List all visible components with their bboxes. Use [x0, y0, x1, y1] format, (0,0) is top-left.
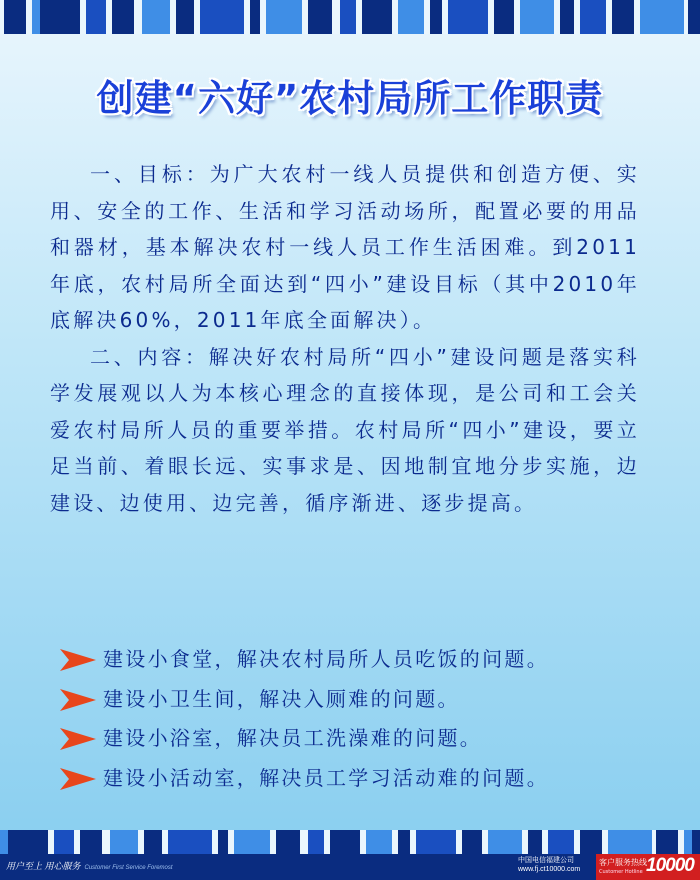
stripe-block: [448, 0, 488, 34]
stripe-block: [112, 0, 134, 34]
stripe-block: [4, 0, 26, 34]
stripe-block: [398, 0, 424, 34]
stripe-block: [276, 830, 300, 854]
stripe-block: [494, 0, 514, 34]
stripe-block: [488, 830, 522, 854]
stripe-block: [144, 830, 162, 854]
content-paragraph: 二、内容：解决好农村局所“四小”建设问题是落实科学发展观以人为本核心理念的直接体现，是公司和工会关爱农村局所人员的重要举措。农村局所“四小”建设，要立足当前、着眼长远、实事求是、因地制宜地分步实施，边建设、边使用、边完善，循序渐进、逐步提高。: [50, 344, 640, 515]
stripe-block: [300, 830, 308, 854]
stripe-block: [366, 830, 392, 854]
bottom-stripe-band: [0, 830, 700, 854]
footer-slogan: [6, 859, 173, 872]
list-item: [60, 719, 660, 759]
body-text: [50, 156, 640, 521]
hotline-number: 10000: [646, 855, 694, 876]
stripe-block: [398, 830, 410, 854]
stripe-block: [168, 830, 212, 854]
stripe-block: [80, 830, 102, 854]
stripe-block: [266, 0, 302, 34]
stripe-block: [54, 830, 74, 854]
stripe-block: [110, 830, 138, 854]
stripe-block: [234, 830, 270, 854]
stripe-block: [308, 0, 332, 34]
stripe-block: [462, 830, 482, 854]
stripe-block: [134, 0, 142, 34]
stripe-block: [656, 830, 678, 854]
slogan-english: Customer First Service Foremost: [84, 865, 173, 871]
stripe-block: [102, 830, 110, 854]
list-item: [60, 759, 660, 799]
hotline-badge: [596, 854, 700, 880]
arrow-right-icon: [60, 728, 96, 750]
stripe-block: [580, 830, 602, 854]
stripe-block: [200, 0, 244, 34]
stripe-block: [332, 0, 340, 34]
hotline-english: Customer Hotline: [599, 869, 643, 875]
stripe-block: [308, 830, 324, 854]
stripe-block: [612, 0, 634, 34]
stripe-block: [640, 0, 684, 34]
stripe-block: [176, 0, 194, 34]
stripe-block: [608, 830, 652, 854]
goal-paragraph: 一、目标：为广大农村一线人员提供和创造方便、实用、安全的工作、生活和学习活动场所，配置必要的用品和器材，基本解决农村一线人员工作生活困难。到2011年底，农村局所全面达到“四小”建设目标（其中2010年底解决60%，2011年底全面解决）。: [50, 162, 640, 332]
company-website: www.fj.ct10000.com: [518, 866, 581, 873]
page-title: 创建“六好”农村局所工作职责: [96, 77, 604, 120]
list-item: [60, 680, 660, 720]
stripe-block: [250, 0, 260, 34]
stripe-block: [692, 830, 700, 854]
bullet-text: 建设小食堂，解决农村局所人员吃饭的问题。: [103, 647, 549, 671]
arrow-right-icon: [60, 689, 96, 711]
stripe-block: [0, 830, 8, 854]
arrow-right-icon: [60, 768, 96, 790]
stripe-block: [86, 0, 106, 34]
stripe-block: [32, 0, 40, 34]
slogan-text: 用户至上 用心服务: [6, 861, 81, 871]
hotline-label: 客户服务热线: [599, 858, 647, 867]
stripe-block: [688, 0, 700, 34]
company-name: 中国电信福建公司: [518, 857, 574, 864]
top-stripe-band: [0, 0, 700, 34]
arrow-right-icon: [60, 649, 96, 671]
stripe-block: [528, 830, 542, 854]
stripe-block: [142, 0, 170, 34]
company-info: [518, 856, 580, 874]
stripe-block: [40, 0, 80, 34]
stripe-block: [330, 830, 360, 854]
stripe-block: [684, 830, 692, 854]
stripe-block: [8, 830, 48, 854]
stripe-block: [416, 830, 456, 854]
footer-bar: [0, 854, 700, 880]
stripe-block: [560, 0, 574, 34]
bullet-list: [60, 640, 660, 798]
bullet-text: 建设小活动室，解决员工学习活动难的问题。: [103, 765, 549, 790]
stripe-block: [580, 0, 606, 34]
stripe-block: [218, 830, 228, 854]
stripe-block: [340, 0, 356, 34]
list-item: [60, 640, 660, 680]
stripe-block: [362, 0, 392, 34]
stripe-block: [520, 0, 554, 34]
bullet-text: 建设小浴室，解决员工洗澡难的问题。: [103, 726, 483, 750]
stripe-block: [430, 0, 442, 34]
bullet-text: 建设小卫生间，解决入厕难的问题。: [103, 686, 460, 711]
stripe-block: [548, 830, 574, 854]
